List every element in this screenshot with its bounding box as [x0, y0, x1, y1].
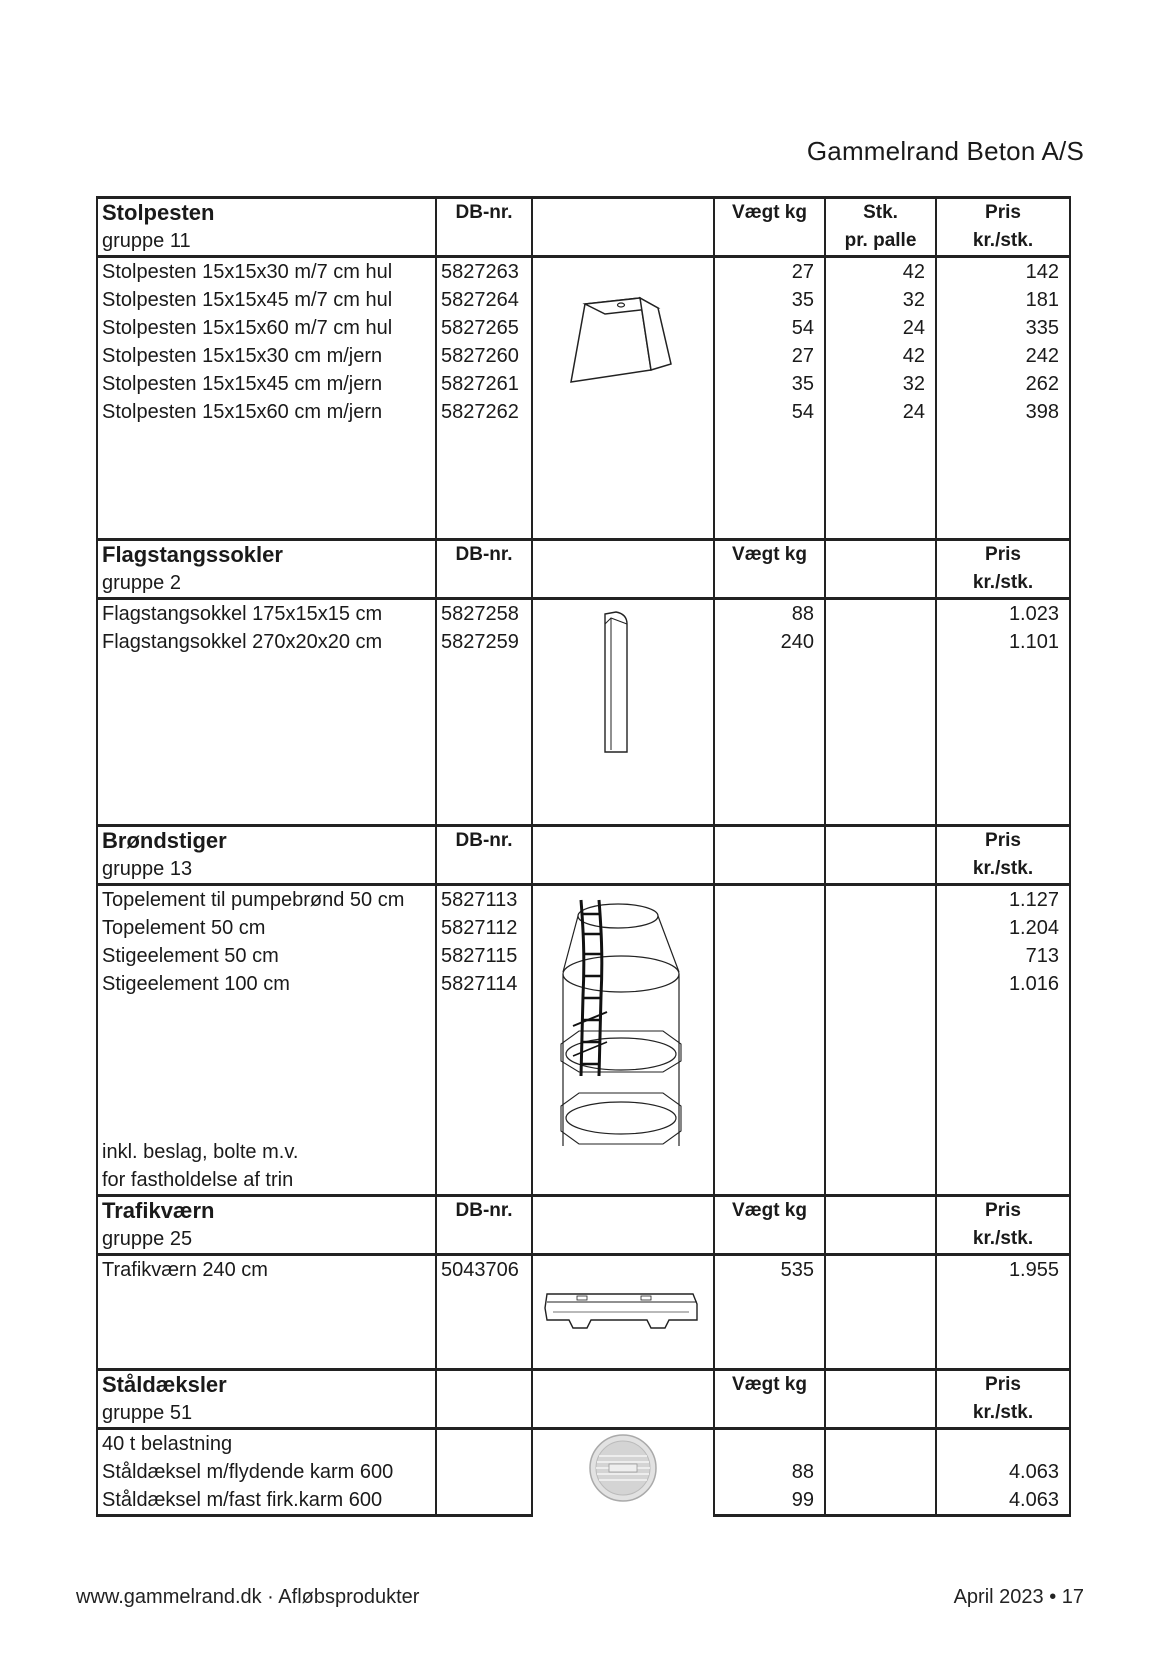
weight-value: 240 [714, 628, 825, 656]
footer-date-page: April 2023 • 17 [953, 1586, 1084, 1608]
col-weight-header: Vægt kg [714, 198, 825, 228]
product-name: Topelement til pumpebrønd 50 cm [97, 885, 436, 915]
price-value: 398 [936, 398, 1070, 426]
product-image [532, 257, 714, 540]
price-value: 1.955 [936, 1255, 1070, 1285]
traffic-barrier-icon [533, 1256, 715, 1368]
col-db-header: DB-nr. [436, 826, 532, 856]
product-name: Trafikværn 240 cm [97, 1255, 436, 1285]
price-value: 4.063 [936, 1486, 1070, 1516]
section-header-row [97, 198, 1070, 228]
section-group: gruppe 13 [97, 855, 436, 885]
table-row [97, 885, 1070, 915]
stk-value: 32 [825, 286, 936, 314]
stk-value: 24 [825, 398, 936, 426]
section-title: Flagstangssokler [97, 540, 436, 570]
col-db-header: DB-nr. [436, 198, 532, 228]
section-header-row [97, 1196, 1070, 1226]
section-subheader-row [97, 569, 1070, 599]
post-stone-icon [533, 258, 715, 538]
weight-value: 99 [714, 1486, 825, 1516]
col-price-subheader: kr./stk. [936, 1225, 1070, 1255]
price-value: 335 [936, 314, 1070, 342]
section-subheader-row [97, 1399, 1070, 1429]
steel-cover-icon [533, 1430, 715, 1514]
price-value: 1.023 [936, 599, 1070, 629]
stk-value: 42 [825, 257, 936, 287]
company-name: Gammelrand Beton A/S [806, 136, 1084, 166]
flagpole-base-icon [533, 600, 715, 824]
section-group: gruppe 11 [97, 227, 436, 257]
product-name: Flagstangsokkel 270x20x20 cm [97, 628, 436, 656]
db-number: 5827258 [436, 599, 532, 629]
weight-value: 27 [714, 257, 825, 287]
col-stk-subheader: pr. palle [825, 227, 936, 257]
table-row [97, 1429, 1070, 1459]
col-db-header: DB-nr. [436, 540, 532, 570]
db-number: 5827261 [436, 370, 532, 398]
product-image [532, 1255, 714, 1370]
section-group: gruppe 51 [97, 1399, 436, 1429]
section-title: Stolpesten [97, 198, 436, 228]
price-value: 1.016 [936, 970, 1070, 998]
weight-value: 35 [714, 370, 825, 398]
db-number: 5827262 [436, 398, 532, 426]
product-name: 40 t belastning [97, 1429, 436, 1459]
table-row [97, 257, 1070, 287]
product-name: Stolpesten 15x15x45 cm m/jern [97, 370, 436, 398]
section-title: Brøndstiger [97, 826, 436, 856]
db-number: 5827264 [436, 286, 532, 314]
weight-value: 54 [714, 314, 825, 342]
product-image [532, 1429, 714, 1516]
section-subheader-row [97, 227, 1070, 257]
col-price-header: Pris [936, 540, 1070, 570]
weight-value: 88 [714, 1458, 825, 1486]
stk-value: 24 [825, 314, 936, 342]
db-number: 5827265 [436, 314, 532, 342]
footer-website: www.gammelrand.dk · Afløbsprodukter [76, 1586, 420, 1608]
price-value: 4.063 [936, 1458, 1070, 1486]
col-price-subheader: kr./stk. [936, 1399, 1070, 1429]
weight-value: 535 [714, 1255, 825, 1285]
col-price-subheader: kr./stk. [936, 227, 1070, 257]
product-name: Ståldæksel m/fast firk.karm 600 [97, 1486, 436, 1516]
price-value: 181 [936, 286, 1070, 314]
col-price-header: Pris [936, 198, 1070, 228]
weight-value: 88 [714, 599, 825, 629]
db-number: 5827113 [436, 885, 532, 915]
col-price-subheader: kr./stk. [936, 855, 1070, 885]
col-price-header: Pris [936, 1196, 1070, 1226]
section-group: gruppe 25 [97, 1225, 436, 1255]
col-price-subheader: kr./stk. [936, 569, 1070, 599]
db-number: 5827114 [436, 970, 532, 998]
db-number: 5043706 [436, 1255, 532, 1285]
product-name: Stolpesten 15x15x45 m/7 cm hul [97, 286, 436, 314]
product-name: Stolpesten 15x15x30 cm m/jern [97, 342, 436, 370]
section-title: Trafikværn [97, 1196, 436, 1226]
price-value: 242 [936, 342, 1070, 370]
product-name: Stigeelement 100 cm [97, 970, 436, 998]
weight-value: 35 [714, 286, 825, 314]
col-stk-header: Stk. [825, 198, 936, 228]
section-note: for fastholdelse af trin [97, 1166, 436, 1196]
stk-value: 42 [825, 342, 936, 370]
db-number: 5827263 [436, 257, 532, 287]
section-header-row [97, 1370, 1070, 1400]
section-note: inkl. beslag, bolte m.v. [97, 1138, 436, 1166]
product-table [96, 196, 1071, 1517]
product-name: Stolpesten 15x15x60 cm m/jern [97, 398, 436, 426]
price-value: 713 [936, 942, 1070, 970]
section-header-row [97, 540, 1070, 570]
table-row [97, 599, 1070, 629]
table-row [97, 1255, 1070, 1285]
db-number: 5827260 [436, 342, 532, 370]
manhole-ladder-icon [533, 886, 715, 1194]
col-weight-header: Vægt kg [714, 1196, 825, 1226]
col-price-header: Pris [936, 826, 1070, 856]
col-price-header: Pris [936, 1370, 1070, 1400]
product-image [532, 885, 714, 1196]
col-weight-header: Vægt kg [714, 1370, 825, 1400]
product-name: Ståldæksel m/flydende karm 600 [97, 1458, 436, 1486]
price-value: 262 [936, 370, 1070, 398]
product-name: Stolpesten 15x15x30 m/7 cm hul [97, 257, 436, 287]
col-weight-header: Vægt kg [714, 540, 825, 570]
section-title: Ståldæksler [97, 1370, 436, 1400]
db-number: 5827112 [436, 914, 532, 942]
stk-value: 32 [825, 370, 936, 398]
db-number: 5827259 [436, 628, 532, 656]
section-group: gruppe 2 [97, 569, 436, 599]
price-value: 1.127 [936, 885, 1070, 915]
db-number: 5827115 [436, 942, 532, 970]
weight-value: 54 [714, 398, 825, 426]
col-db-header: DB-nr. [436, 1196, 532, 1226]
price-value: 1.101 [936, 628, 1070, 656]
product-name: Flagstangsokkel 175x15x15 cm [97, 599, 436, 629]
price-value: 1.204 [936, 914, 1070, 942]
section-subheader-row [97, 855, 1070, 885]
product-name: Topelement 50 cm [97, 914, 436, 942]
section-subheader-row [97, 1225, 1070, 1255]
product-name: Stigeelement 50 cm [97, 942, 436, 970]
product-name: Stolpesten 15x15x60 m/7 cm hul [97, 314, 436, 342]
weight-value: 27 [714, 342, 825, 370]
section-header-row [97, 826, 1070, 856]
price-value: 142 [936, 257, 1070, 287]
product-image [532, 599, 714, 826]
